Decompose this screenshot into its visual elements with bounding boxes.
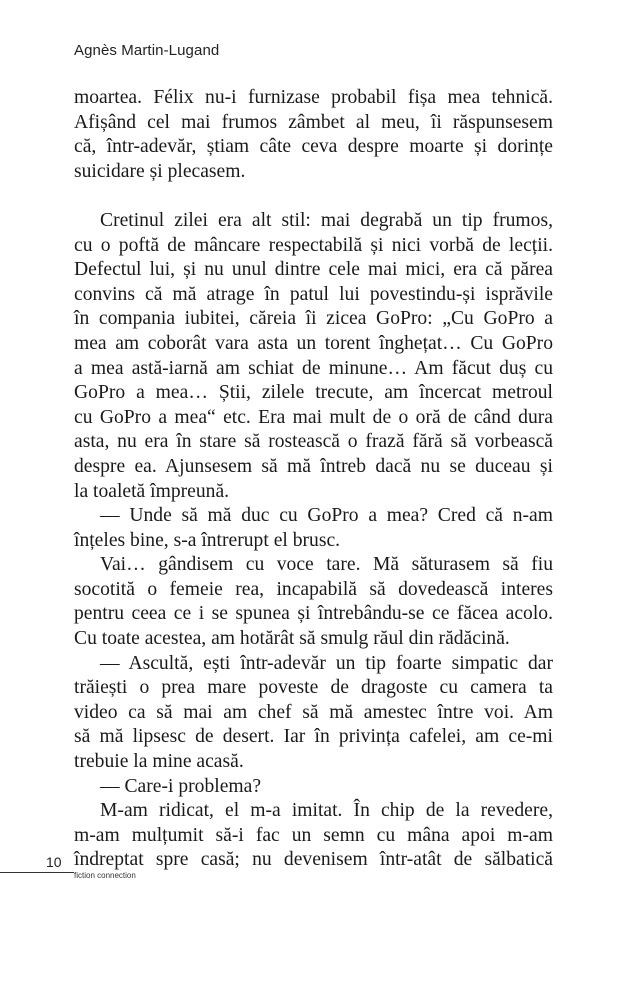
paragraph-gap	[74, 184, 553, 209]
text-line: — Ascultă, ești într-adevăr un tip foarte simpatic dar	[100, 652, 553, 674]
imprint-label: fiction connection	[74, 871, 136, 880]
text-line: Cretinul zilei era alt stil: mai degrabă un tip frumos,	[100, 209, 553, 231]
text-line: socotită o femeie rea, incapabilă să dovedească interes	[74, 578, 553, 600]
text-line: video ca să mai am chef să mă amestec între voi. Am	[74, 701, 553, 723]
text-line: în compania iubitei, căreia îi zicea GoPro: „Cu GoPro a	[74, 308, 553, 330]
text-line: a mea astă-iarnă am schiat de minune… Am făcut duș cu	[74, 357, 553, 379]
text-line: Vai… gândisem cu voce tare. Mă săturasem să fiu	[100, 554, 553, 576]
text-line: îndreptat spre casă; nu devenisem într-atât de sălbatică	[74, 849, 553, 871]
text-line: Afișând cel mai frumos zâmbet al meu, îi răspunsesem	[74, 111, 553, 133]
text-line: suicidare și plecasem.	[74, 160, 246, 182]
text-line: Cu toate acestea, am hotărât să smulg răul din rădăcină.	[74, 628, 510, 650]
text-line: înțeles bine, s-a întrerupt el brusc.	[74, 529, 341, 551]
text-line: pentru ceea ce i se spunea și întrebându-se ce făcea acolo.	[74, 603, 553, 625]
text-line: că, într-adevăr, știam câte ceva despre moarte și dorințe	[74, 136, 553, 158]
text-line: trăiești o prea mare poveste de dragoste cu camera ta	[74, 677, 553, 699]
text-line: trebuie la mine acasă.	[74, 751, 244, 773]
text-line: GoPro a mea… Știi, zilele trecute, am încercat metroul	[74, 382, 553, 404]
text-line: convins că mă atrage în patul lui povestindu-și isprăvile	[74, 283, 553, 305]
text-line: Defectul lui, și nu unul dintre cele mai mici, era că părea	[74, 259, 553, 281]
text-line: m-am mulțumit să-i fac un semn cu mâna apoi m-am	[74, 824, 553, 846]
text-line: despre ea. Ajunsesem să mă întreb dacă nu se duceau și	[74, 455, 553, 477]
text-line: moartea. Félix nu-i furnizase probabil fișa mea tehnică.	[74, 87, 553, 108]
text-line: M-am ridicat, el m-a imitat. În chip de la revedere,	[100, 800, 553, 822]
text-line: mea am coborât vara asta un torent înghețat… Cu GoPro	[74, 332, 553, 354]
page-number: 10	[46, 854, 62, 870]
text-line: cu o poftă de mâncare respectabilă și nici vorbă de lecții.	[74, 234, 553, 256]
text-line: — Care-i problema?	[100, 775, 262, 797]
body-text	[74, 86, 553, 873]
text-line: — Unde să mă duc cu GoPro a mea? Cred că n-am	[100, 505, 553, 527]
footer-rule	[0, 872, 74, 873]
running-header-author: Agnès Martin-Lugand	[74, 42, 220, 59]
text-line: cu GoPro a mea“ etc. Era mai mult de o oră de când dura	[74, 406, 553, 428]
text-line: asta, nu era în stare să rostească o frază fără să vorbească	[74, 431, 553, 453]
text-line: să mă lipsesc de desert. Iar în privința cafelei, am ce-mi	[74, 726, 553, 748]
text-line: la toaletă împreună.	[74, 480, 230, 502]
